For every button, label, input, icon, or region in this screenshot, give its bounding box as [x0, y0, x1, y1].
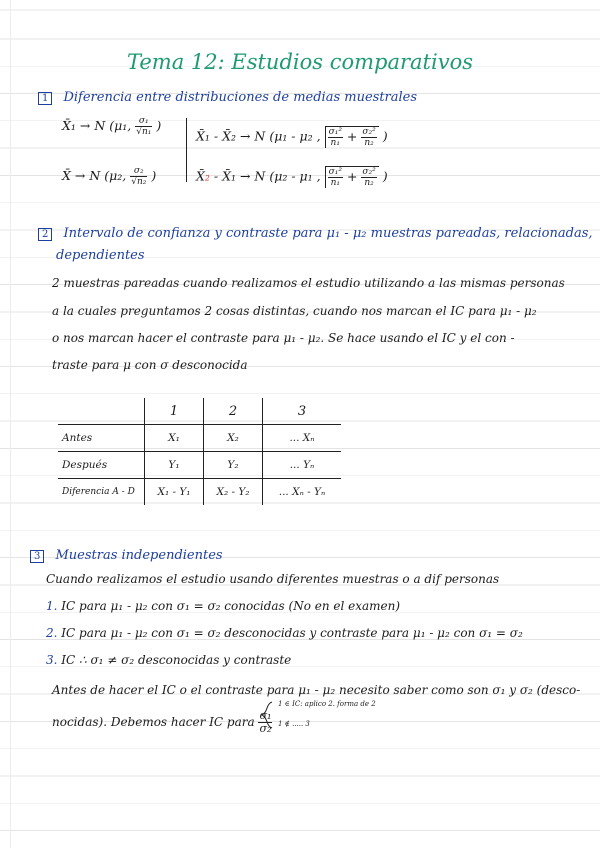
sigma-ratio-num: σ₁ [259, 709, 272, 722]
table-row [58, 479, 341, 506]
diff2-close: ) [382, 168, 388, 184]
diff1-left: X̄₁ - X̄₂ → N (μ₁ - μ₂ , [196, 128, 321, 144]
diff1-frac2 [361, 127, 376, 148]
table-col-header: 2 [204, 398, 263, 425]
diff1-den2: n₂ [364, 138, 374, 148]
section-2-para-line2: a la cuales preguntamos 2 cosas distintas, cuando nos marcan el IC para μ₁ - μ₂ [52, 304, 537, 318]
table-col-header: 1 [145, 398, 204, 425]
diff2-sqrt [325, 166, 379, 188]
list-item-text: IC para μ₁ - μ₂ con σ₁ = σ₂ desconocidas y contraste para μ₁ - μ₂ con σ₁ = σ₂ [61, 626, 523, 640]
table-cell: Y₂ [204, 452, 263, 479]
dist-x2-sqrt: √n₂ [131, 177, 147, 187]
list-item-number: 3. [46, 653, 58, 667]
note-line1: 1 ∈ IC: aplico 2. forma de 2 [278, 700, 376, 708]
diff2-frac2 [361, 167, 376, 188]
dist-x2-formula [62, 166, 156, 187]
dist-x1-sigma: σ₁ [135, 116, 152, 127]
dist-x1-close: ) [156, 118, 162, 133]
curly-brace [186, 118, 193, 182]
table-cell: X₁ - Y₁ [145, 479, 204, 506]
dist-x2-sigma: σ₂ [130, 166, 147, 177]
dist-x1-formula [62, 116, 161, 137]
dist-x1-fraction [135, 116, 152, 137]
note-brace [258, 700, 278, 730]
section-1-number: 1 [38, 92, 52, 105]
diff1-frac1 [328, 127, 343, 148]
note-line2: 1 ∉ ..... 3 [278, 720, 310, 728]
dist-x2-text: X̄ → N (μ₂, [62, 168, 127, 183]
section-2-title-line1: Intervalo de confianza y contraste para μ₁ - μ₂ muestras pareadas, relacionadas, [63, 226, 593, 241]
dist-x1-text: X̄₁ → N (μ₁, [62, 118, 132, 133]
dist-x2-fraction [130, 166, 147, 187]
diff1-num1: σ₁² [328, 127, 342, 137]
section-3-number: 3 [30, 550, 44, 563]
table-row-label: Antes [58, 425, 145, 452]
list-item [46, 653, 291, 667]
diff2-formula [196, 166, 388, 188]
diff2-c: - X̄₁ → N (μ₂ - μ₁ , [209, 168, 321, 184]
sigma-ratio-den: σ₂ [259, 722, 272, 735]
table-cell: X₂ [204, 425, 263, 452]
table-row-label: Después [58, 452, 145, 479]
diff1-close: ) [382, 128, 388, 144]
section-2-para-line4: traste para μ con σ desconocida [52, 358, 248, 372]
diff2-den2: n₂ [364, 178, 374, 188]
section-2-heading [38, 222, 593, 241]
list-item-number: 2. [46, 626, 58, 640]
table-cell: X₂ - Y₂ [204, 479, 263, 506]
section-2-para-line3: o nos marcan hacer el contraste para μ₁ - μ₂. Se hace usando el IC y el con - [52, 331, 515, 345]
dist-x2-close: ) [151, 168, 157, 183]
diff2-b: ₂ [204, 168, 210, 184]
table-header-row [58, 398, 341, 425]
table-cell: ... Xₙ [263, 425, 342, 452]
observations-table [58, 398, 341, 505]
dist-x1-sqrt: √n₁ [136, 127, 152, 137]
section-3-title: Muestras independientes [55, 548, 223, 563]
table-cell: X₁ [145, 425, 204, 452]
list-item-text: IC para μ₁ - μ₂ con σ₁ = σ₂ conocidas (No en el examen) [61, 599, 401, 613]
section-3-intro: Cuando realizamos el estudio usando diferentes muestras o a dif personas [46, 572, 500, 586]
list-item-number: 1. [46, 599, 58, 613]
diff2-den1: n₁ [330, 178, 340, 188]
section-1-heading [38, 86, 417, 105]
section-2-number: 2 [38, 228, 52, 241]
table-col-header: 3 [263, 398, 342, 425]
table-cell: ... Yₙ [263, 452, 342, 479]
diff1-plus: + [346, 129, 358, 144]
diff1-num2: σ₂² [362, 127, 376, 137]
section-3-heading [30, 544, 223, 563]
section-2-title-line2: dependientes [56, 248, 145, 263]
margin-line [10, 0, 11, 848]
section-3-para-line2-text: nocidas). Debemos hacer IC para [52, 715, 255, 729]
diff2-a: X̄ [196, 168, 205, 184]
diff2-num2: σ₂² [362, 167, 376, 177]
table-cell: ... Xₙ - Yₙ [263, 479, 342, 506]
diff1-den1: n₁ [330, 138, 340, 148]
diff2-frac1 [328, 167, 343, 188]
diff1-formula [196, 126, 388, 148]
section-3-para-line2 [52, 710, 272, 735]
section-2-para-line1: 2 muestras pareadas cuando realizamos el estudio utilizando a las mismas personas [52, 276, 565, 290]
list-item [46, 599, 400, 613]
diff2-plus: + [346, 169, 358, 184]
table-corner [58, 398, 145, 425]
list-item [46, 626, 523, 640]
list-item-text: IC ∴ σ₁ ≠ σ₂ desconocidas y contraste [61, 653, 292, 667]
section-1-title: Diferencia entre distribuciones de medias muestrales [63, 90, 418, 105]
section-3-para-line1: Antes de hacer el IC o el contraste para μ₁ - μ₂ necesito saber como son σ₁ y σ₂ (desco- [52, 683, 581, 697]
table-row-label: Diferencia A - D [62, 487, 135, 497]
table-row [58, 452, 341, 479]
page-title: Tema 12: Estudios comparativos [127, 50, 473, 74]
table-cell: Y₁ [145, 452, 204, 479]
diff1-sqrt [325, 126, 379, 148]
table-row [58, 425, 341, 452]
diff2-num1: σ₁² [328, 167, 342, 177]
